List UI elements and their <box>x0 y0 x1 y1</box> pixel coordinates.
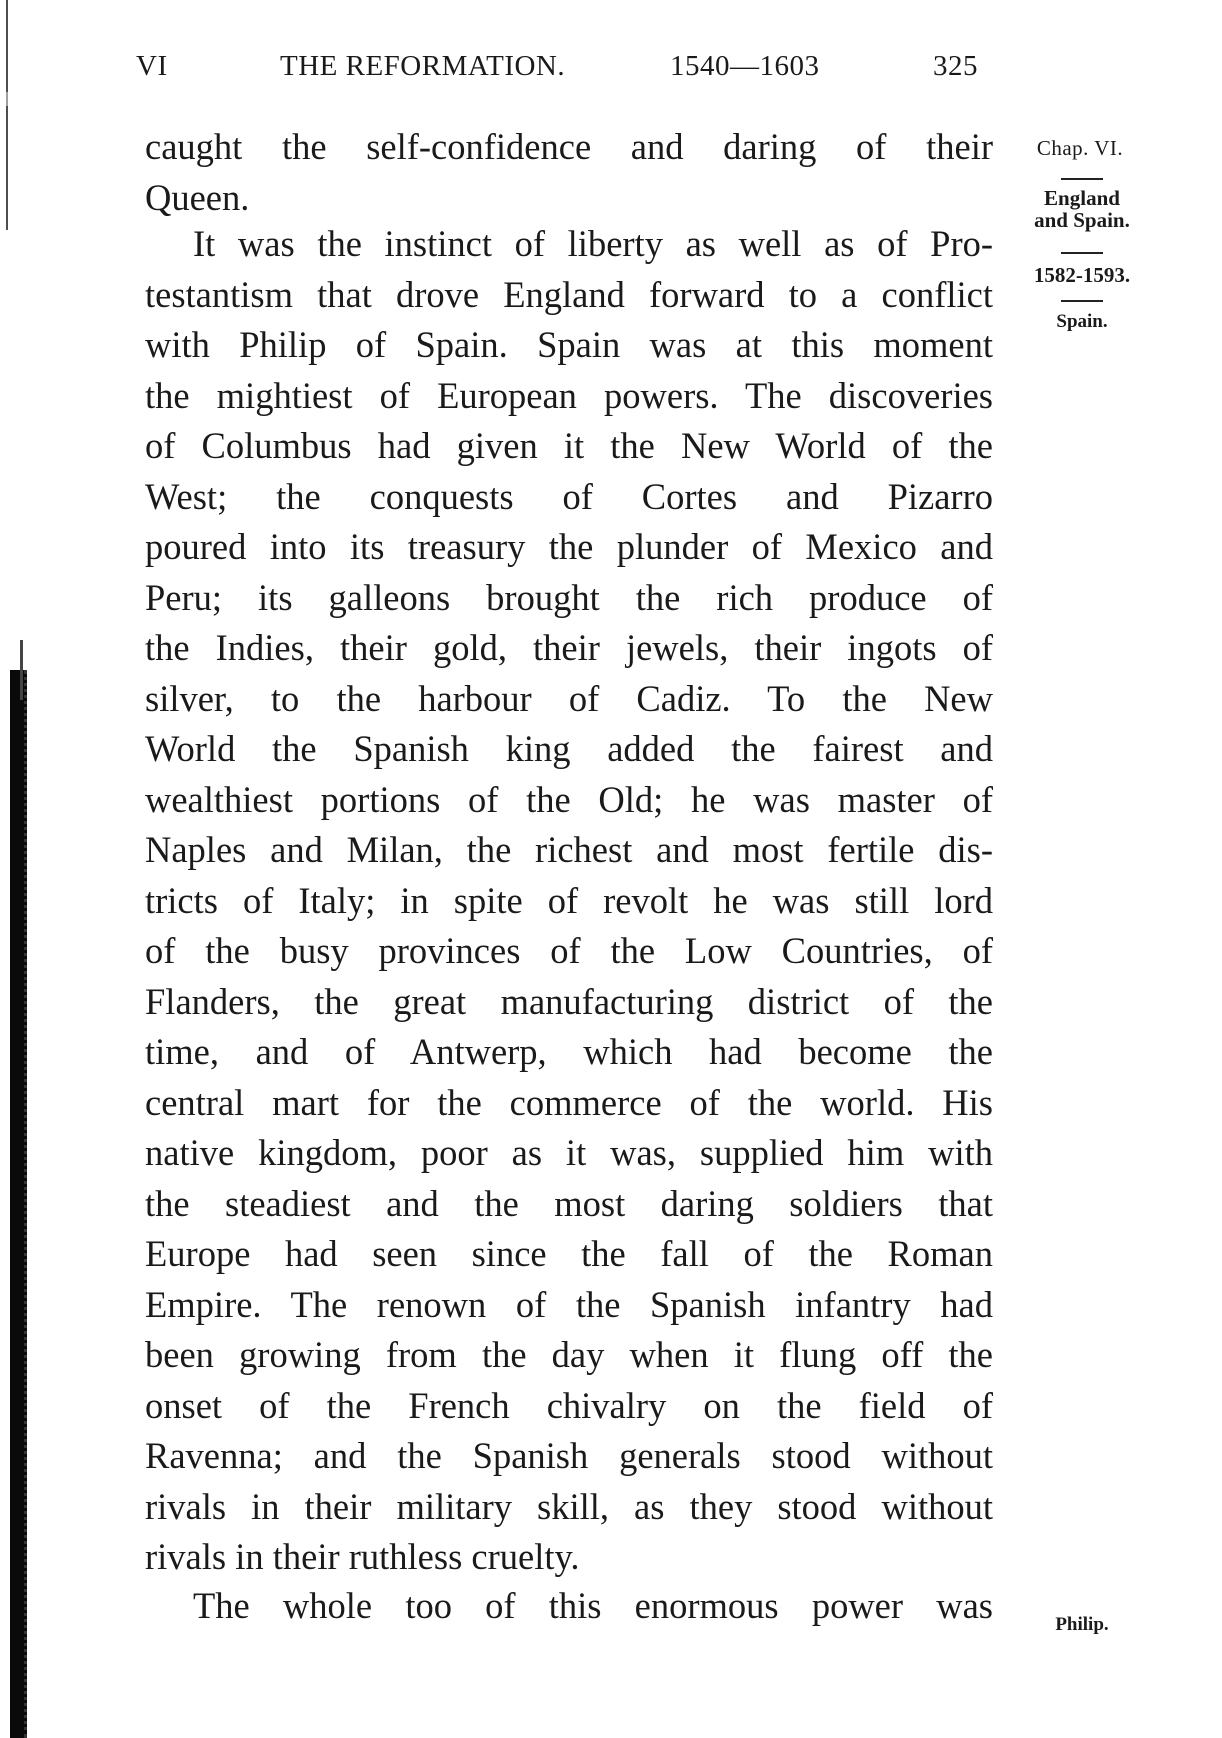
text-line: the mightiest of European powers. The discoveries <box>145 374 993 416</box>
text-line: rivals in their military skill, as they stood without <box>145 1485 993 1527</box>
margin-rule <box>1061 252 1103 254</box>
margin-note-chapter: Chap. VI. <box>1036 136 1124 160</box>
text-line: native kingdom, poor as it was, supplied him with <box>145 1132 993 1173</box>
text-line: poured into its treasury the plunder of Mexico and <box>145 526 993 567</box>
text-line: tricts of Italy; in spite of revolt he was still lord <box>145 879 993 921</box>
margin-rule <box>1061 178 1103 180</box>
text-line: The whole too of this enormous power was <box>193 1584 993 1626</box>
text-line: silver, to the harbour of Cadiz. To the New <box>145 677 993 719</box>
margin-note-section <box>1012 187 1152 231</box>
text-line: with Philip of Spain. Spain was at this moment <box>145 324 993 365</box>
text-line: time, and of Antwerp, which had become the <box>145 1031 993 1072</box>
text-line: Europe had seen since the fall of the Roman <box>145 1233 993 1274</box>
running-head-title: THE REFORMATION. <box>280 50 566 82</box>
text-line: the steadiest and the most daring soldiers that <box>145 1182 993 1224</box>
margin-note-topic-philip: Philip. <box>1055 1614 1109 1635</box>
text-line: of the busy provinces of the Low Countries, of <box>145 930 993 971</box>
text-line: the Indies, their gold, their jewels, their ingots of <box>145 627 993 668</box>
text-line: caught the self-confidence and daring of their <box>145 126 993 167</box>
text-line: onset of the French chivalry on the field of <box>145 1384 993 1426</box>
margin-note-topic-spain: Spain. <box>1056 311 1108 332</box>
paragraph <box>145 1581 993 1632</box>
text-line: World the Spanish king added the fairest and <box>145 728 993 769</box>
page-number: 325 <box>933 50 978 82</box>
paragraph <box>145 219 993 1583</box>
text-line: Empire. The renown of the Spanish infantry had <box>145 1283 993 1325</box>
text-line: rivals in their ruthless cruelty. <box>145 1536 580 1577</box>
running-head-chapter: VI <box>136 50 168 82</box>
text-line: Peru; its galleons brought the rich produce of <box>145 576 993 618</box>
margin-note-section-line2: and Spain. <box>1034 208 1130 232</box>
text-line: It was the instinct of liberty as well as of Pro- <box>193 223 993 264</box>
text-line: central mart for the commerce of the world. His <box>145 1081 993 1123</box>
text-line: Naples and Milan, the richest and most fertile dis- <box>145 829 993 870</box>
margin-note-section-line1: England <box>1044 186 1120 210</box>
margin-note-dates: 1582-1593. <box>1033 263 1131 287</box>
margin-rule <box>1061 300 1103 302</box>
text-line: Flanders, the great manufacturing district of the <box>145 980 993 1022</box>
text-line: Queen. <box>145 176 250 218</box>
text-line: wealthiest portions of the Old; he was master of <box>145 778 993 820</box>
running-head-dates: 1540—1603 <box>670 50 820 82</box>
running-head <box>136 50 986 90</box>
text-line: been growing from the day when it flung off the <box>145 1334 993 1375</box>
text-line: Ravenna; and the Spanish generals stood without <box>145 1435 993 1476</box>
body-text <box>145 122 993 1631</box>
binding-edge-shadow <box>10 670 27 1738</box>
text-line: testantism that drove England forward to a conflict <box>145 273 993 315</box>
binding-edge-fringe <box>20 640 23 700</box>
text-line: of Columbus had given it the New World of the <box>145 425 993 466</box>
paragraph <box>145 122 993 223</box>
binding-edge-line <box>6 0 8 230</box>
text-line: West; the conquests of Cortes and Pizarro <box>145 475 993 517</box>
